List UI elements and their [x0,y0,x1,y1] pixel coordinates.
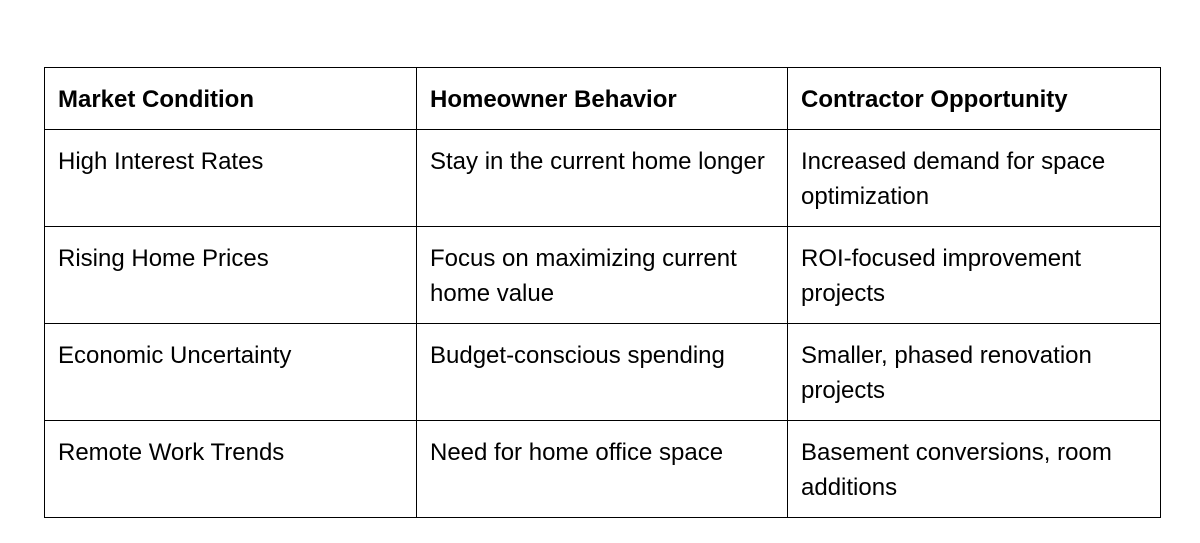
table-row [45,227,1161,324]
table-cell: Rising Home Prices [45,227,417,324]
market-conditions-table [44,67,1161,518]
table-cell: Stay in the current home longer [417,130,788,227]
header-contractor-opportunity: Contractor Opportunity [788,68,1161,130]
table-cell: Smaller, phased renovation projects [788,324,1161,421]
header-market-condition: Market Condition [45,68,417,130]
table-cell: Budget-conscious spending [417,324,788,421]
table-cell: Remote Work Trends [45,421,417,518]
table-cell: Need for home office space [417,421,788,518]
header-homeowner-behavior: Homeowner Behavior [417,68,788,130]
market-table-container [44,67,1160,518]
table-row [45,324,1161,421]
table-header-row [45,68,1161,130]
table-cell: Basement conversions, room additions [788,421,1161,518]
table-cell: Focus on maximizing current home value [417,227,788,324]
table-row [45,421,1161,518]
table-cell: Economic Uncertainty [45,324,417,421]
table-row [45,130,1161,227]
table-cell: High Interest Rates [45,130,417,227]
table-cell: ROI-focused improvement projects [788,227,1161,324]
table-cell: Increased demand for space optimization [788,130,1161,227]
